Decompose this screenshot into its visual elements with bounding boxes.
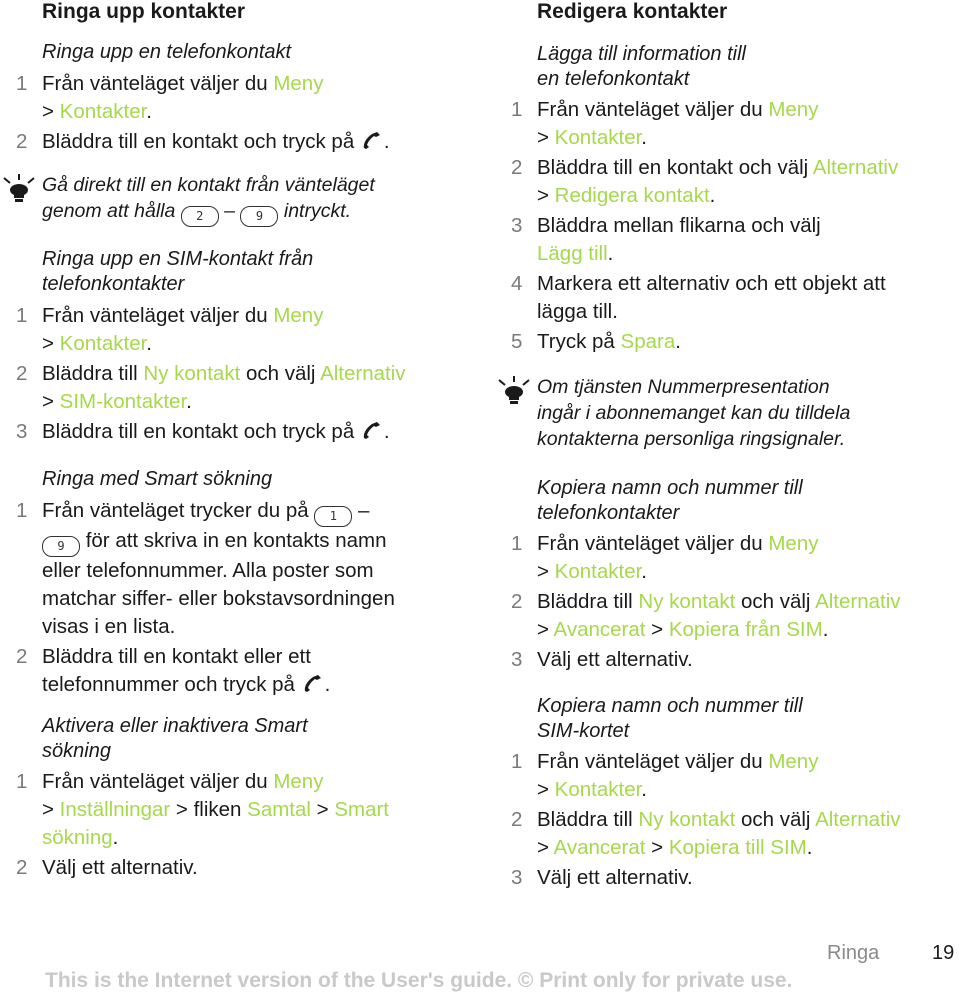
tip-lightbulb-icon (2, 174, 36, 204)
settings-link[interactable]: Inställningar (59, 798, 171, 821)
step: 1 Från vänteläget väljer du Meny > Kontakter. (16, 304, 324, 355)
step: 2 Bläddra till Ny kontakt och välj Alternativ > Avancerat > Kopiera från SIM. (511, 590, 901, 641)
key-2[interactable]: 2 (181, 206, 219, 227)
step: 2 Bläddra till Ny kontakt och välj Alternativ > SIM-kontakter. (16, 362, 406, 413)
smart-search-link-cont[interactable]: sökning (42, 826, 113, 849)
subtitle-add-info: Lägga till information till en telefonkontakt (537, 43, 746, 90)
step: 3 Bläddra mellan flikarna och välj Lägg till. (511, 214, 821, 265)
subtitle-call-contact: Ringa upp en telefonkontakt (42, 41, 292, 63)
step: 1 Från vänteläget trycker du på 1 – 9 för att skriva in en kontakts namn eller telefonnummer. Alla poster som matchar siffer- eller bokstavsordningen visas i en lista. (16, 499, 395, 638)
contacts-link[interactable]: Kontakter (554, 778, 642, 801)
step: 4 Markera ett alternativ och ett objekt att lägga till. (511, 272, 886, 323)
new-contact-link[interactable]: Ny kontakt (638, 590, 736, 613)
menu-link[interactable]: Meny (768, 750, 819, 773)
advanced-link[interactable]: Avancerat (553, 618, 646, 641)
options-link[interactable]: Alternativ (812, 156, 899, 179)
key-9[interactable]: 9 (42, 536, 80, 557)
subtitle-copy-to-phone: Kopiera namn och nummer till telefonkontakter (537, 477, 803, 524)
contacts-link[interactable]: Kontakter (59, 100, 147, 123)
step: 1 Från vänteläget väljer du Meny > Kontakter. (16, 72, 324, 123)
step: 1 Från vänteläget väljer du Meny > Kontakter. (511, 98, 819, 149)
key-9[interactable]: 9 (240, 206, 278, 227)
tip-caller-id: Om tjänsten Nummerpresentation ingår i abonnemanget kan du tilldela kontakterna personliga ringsignaler. (495, 374, 960, 452)
footer-section-name: Ringa (827, 942, 880, 964)
contacts-link[interactable]: Kontakter (59, 332, 147, 355)
contacts-link[interactable]: Kontakter (554, 560, 642, 583)
copy-to-phone-steps (495, 530, 960, 674)
call-contact-steps (0, 70, 470, 156)
subtitle-call-sim: Ringa upp en SIM-kontakt från telefonkontakter (42, 248, 314, 295)
copy-to-sim-steps (495, 748, 960, 892)
save-link[interactable]: Spara (620, 330, 676, 353)
page-number: 19 (932, 942, 955, 964)
add-info-steps (495, 96, 960, 356)
menu-link[interactable]: Meny (768, 98, 819, 121)
step: 3 Bläddra till en kontakt och tryck på . (16, 420, 390, 443)
step: 2 Bläddra till Ny kontakt och välj Alternativ > Avancerat > Kopiera till SIM. (511, 808, 901, 859)
subtitle-smart-search: Ringa med Smart sökning (42, 468, 273, 490)
step: 1 Från vänteläget väljer du Meny > Kontakter. (511, 532, 819, 583)
section-title-call-contacts: Ringa upp kontakter (42, 0, 246, 23)
section-title-edit-contacts: Redigera kontakter (537, 0, 728, 23)
sim-contacts-link[interactable]: SIM-kontakter (59, 390, 187, 413)
calls-tab-link[interactable]: Samtal (247, 798, 311, 821)
step: 2 Bläddra till en kontakt och välj Alternativ > Redigera kontakt. (511, 156, 899, 207)
toggle-smart-steps (0, 768, 470, 882)
smart-search-link[interactable]: Smart (334, 798, 390, 821)
menu-link[interactable]: Meny (768, 532, 819, 555)
edit-contact-link[interactable]: Redigera kontakt (554, 184, 710, 207)
options-link[interactable]: Alternativ (815, 808, 901, 831)
step: 3 Välj ett alternativ. (511, 866, 693, 889)
menu-link[interactable]: Meny (273, 770, 324, 793)
menu-link[interactable]: Meny (273, 72, 324, 95)
tip-lightbulb-icon (497, 376, 531, 406)
call-sim-steps (0, 302, 470, 446)
menu-link[interactable]: Meny (273, 304, 324, 327)
step: 2 Välj ett alternativ. (16, 856, 198, 879)
step: 1 Från vänteläget väljer du Meny > Kontakter. (511, 750, 819, 801)
step: 1 Från vänteläget väljer du Meny > Inställningar > fliken Samtal > Smart sökning. (16, 770, 390, 849)
call-key-icon (301, 673, 325, 693)
subtitle-toggle-smart-search: Aktivera eller inaktivera Smart sökning (42, 715, 308, 762)
options-link[interactable]: Alternativ (320, 362, 406, 385)
advanced-link[interactable]: Avancerat (553, 836, 646, 859)
step: 5 Tryck på Spara. (511, 330, 681, 353)
new-contact-link[interactable]: Ny kontakt (143, 362, 241, 385)
key-1[interactable]: 1 (314, 506, 352, 527)
call-key-icon (360, 420, 384, 440)
contacts-link[interactable]: Kontakter (554, 126, 642, 149)
add-link[interactable]: Lägg till (537, 242, 608, 265)
smart-search-steps (0, 497, 470, 699)
step: 2 Bläddra till en kontakt och tryck på . (16, 130, 390, 153)
step: 2 Bläddra till en kontakt eller ett telefonnummer och tryck på . (16, 645, 331, 696)
new-contact-link[interactable]: Ny kontakt (638, 808, 736, 831)
options-link[interactable]: Alternativ (815, 590, 901, 613)
footer-disclaimer: This is the Internet version of the User's guide. © Print only for private use. (45, 969, 793, 992)
subtitle-copy-to-sim: Kopiera namn och nummer till SIM-kortet (537, 695, 803, 742)
copy-from-sim-link[interactable]: Kopiera från SIM (668, 618, 823, 641)
call-key-icon (360, 130, 384, 150)
step: 3 Välj ett alternativ. (511, 648, 693, 671)
copy-to-sim-link[interactable]: Kopiera till SIM (668, 836, 807, 859)
tip-direct-call: Gå direkt till en kontakt från vänteläget genom att hålla 2 – 9 intryckt. (0, 172, 512, 227)
